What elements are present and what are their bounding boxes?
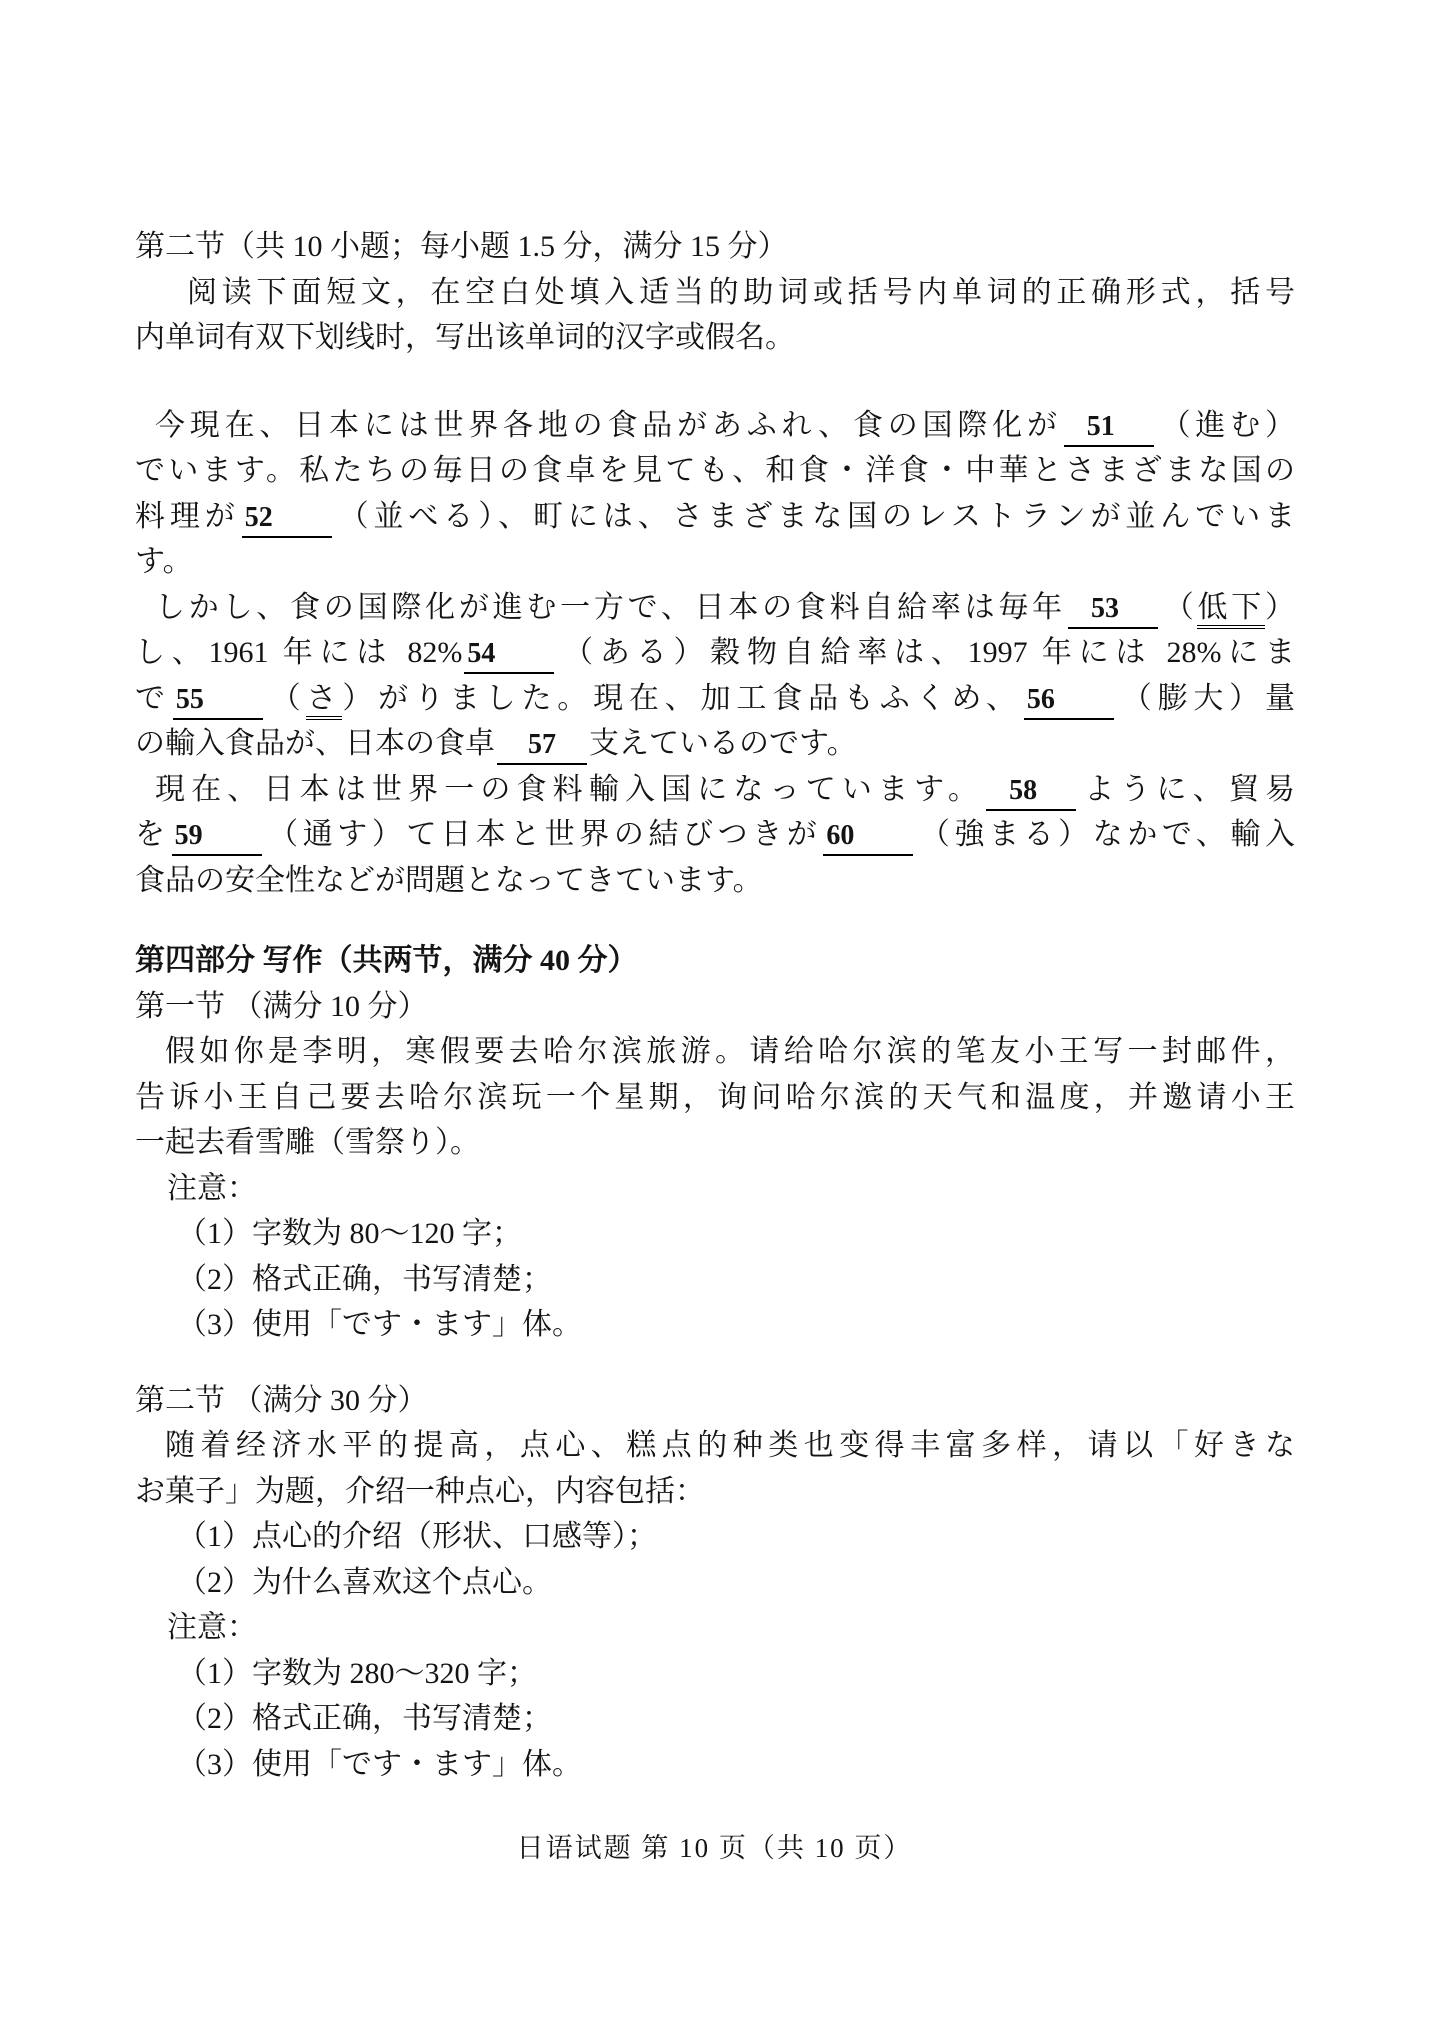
section2-note-item: （2）格式正确，书写清楚； [177,1702,552,1735]
passage-text: （通す）て日本と世界の結びつきが [263,818,822,851]
blank-53: 53 [1068,593,1158,629]
passage-text: （ある）穀物自給率は、1997 年には 28%にま [556,636,1295,669]
passage-line [135,767,1295,813]
section1-note-item: （1）字数为 80～120 字； [177,1217,522,1250]
part4-section1-title: 第一节 （满分 10 分） [135,989,428,1023]
passage-line [135,721,1295,767]
section2-title: 第二节（共 10 小题；每小题 1.5 分，满分 15 分） [135,230,788,263]
part4-section2-title: 第二节 （满分 30 分） [135,1383,428,1417]
passage-line [135,403,1295,449]
passage-text: （強まる）なかで、輸入 [915,818,1296,851]
passage-line [135,676,1295,722]
passage-text: しかし、食の国際化が進む一方で、日本の食料自給率は毎年 [155,590,1066,624]
passage-text: 現在、日本は世界一の食料輸入国になっています。 [155,772,985,806]
section2-instruction-line-1: 阅读下面短文，在空白处填入适当的助词或括号内单词的正确形式，括号 [187,275,1295,309]
blank-54: 54 [464,638,554,674]
passage-text: （膨大）量 [1115,681,1295,715]
passage-text: で [135,681,171,715]
blank-52: 52 [242,502,332,538]
blank-55: 55 [173,684,263,720]
passage-text: 支えているのです。 [589,727,857,760]
exam-page-content [135,224,1295,1787]
passage-line [135,858,1295,904]
part4-section2-block [135,1378,1295,1788]
section2-content-item: （1）点心的介绍（形状、口感等）； [177,1520,657,1553]
double-underlined-word: 低下 [1197,591,1265,629]
section1-note-item: （3）使用「です・ます」体。 [177,1308,582,1341]
passage-text: ように、貿易 [1078,772,1296,806]
section2-note-label: 注意： [167,1611,257,1644]
passage-text: （ [1159,590,1198,624]
blank-51: 51 [1064,411,1154,447]
passage-line [135,448,1295,494]
section2-content-item: （2）为什么喜欢这个点心。 [177,1565,552,1599]
japanese-passage [135,403,1295,904]
passage-text: し、1961 年には 82% [135,636,463,669]
passage-line [135,494,1295,540]
passage-text: ）がりました。現在、加工食品もふくめ、 [342,681,1022,715]
blank-56: 56 [1024,684,1114,720]
double-underlined-word: さ [306,682,342,720]
passage-text: 料理が [135,499,240,533]
section1-note-item: （2）格式正确，书写清楚； [177,1262,552,1296]
part4-writing-section [135,938,1295,1348]
passage-text: の輸入食品が、日本の食卓 [135,727,495,760]
passage-text: 今現在、日本には世界各地の食品があふれ、食の国際化が [155,408,1062,442]
section1-note-label: 注意： [167,1171,257,1205]
passage-line [135,630,1295,676]
blank-58: 58 [986,775,1076,811]
section1-body-line: 一起去看雪雕（雪祭り）。 [135,1126,480,1159]
blank-57: 57 [497,729,587,765]
passage-text: を [135,818,170,851]
passage-text: 食品の安全性などが問題となってきています。 [135,863,763,897]
passage-text: （ [264,681,307,715]
passage-text: ） [1265,590,1296,624]
section2-body-line: お菓子」为题，介绍一种点心，内容包括： [135,1474,705,1508]
section2-note-item: （3）使用「です・ます」体。 [177,1747,582,1781]
passage-text: （進む） [1155,408,1295,442]
passage-line [135,812,1295,858]
page-footer: 日语试题 第 10 页（共 10 页） [516,1833,913,1863]
section2-body-line: 随着经济水平的提高，点心、糕点的种类也变得丰富多样，请以「好きな [165,1429,1295,1462]
passage-line [135,539,1295,585]
section1-body-line: 假如你是李明，寒假要去哈尔滨旅游。请给哈尔滨的笔友小王写一封邮件， [165,1035,1295,1068]
passage-text: す。 [135,545,193,578]
section1-body-line: 告诉小王自己要去哈尔滨玩一个星期，询问哈尔滨的天气和温度，并邀请小王 [135,1080,1295,1114]
passage-text: でいます。私たちの毎日の食卓を見ても、和食・洋食・中華とさまざまな国の [135,454,1295,487]
section2-instruction-line-2: 内单词有双下划线时，写出该单词的汉字或假名。 [135,321,795,354]
part4-title: 第四部分 写作（共两节，满分 40 分） [135,944,638,977]
blank-59: 59 [172,820,262,856]
passage-text: （並べる）、町には、さまざまな国のレストランが並んでいま [333,499,1295,533]
section2-note-item: （1）字数为 280～320 字； [177,1656,537,1690]
blank-60: 60 [823,820,913,856]
passage-line [135,585,1295,631]
